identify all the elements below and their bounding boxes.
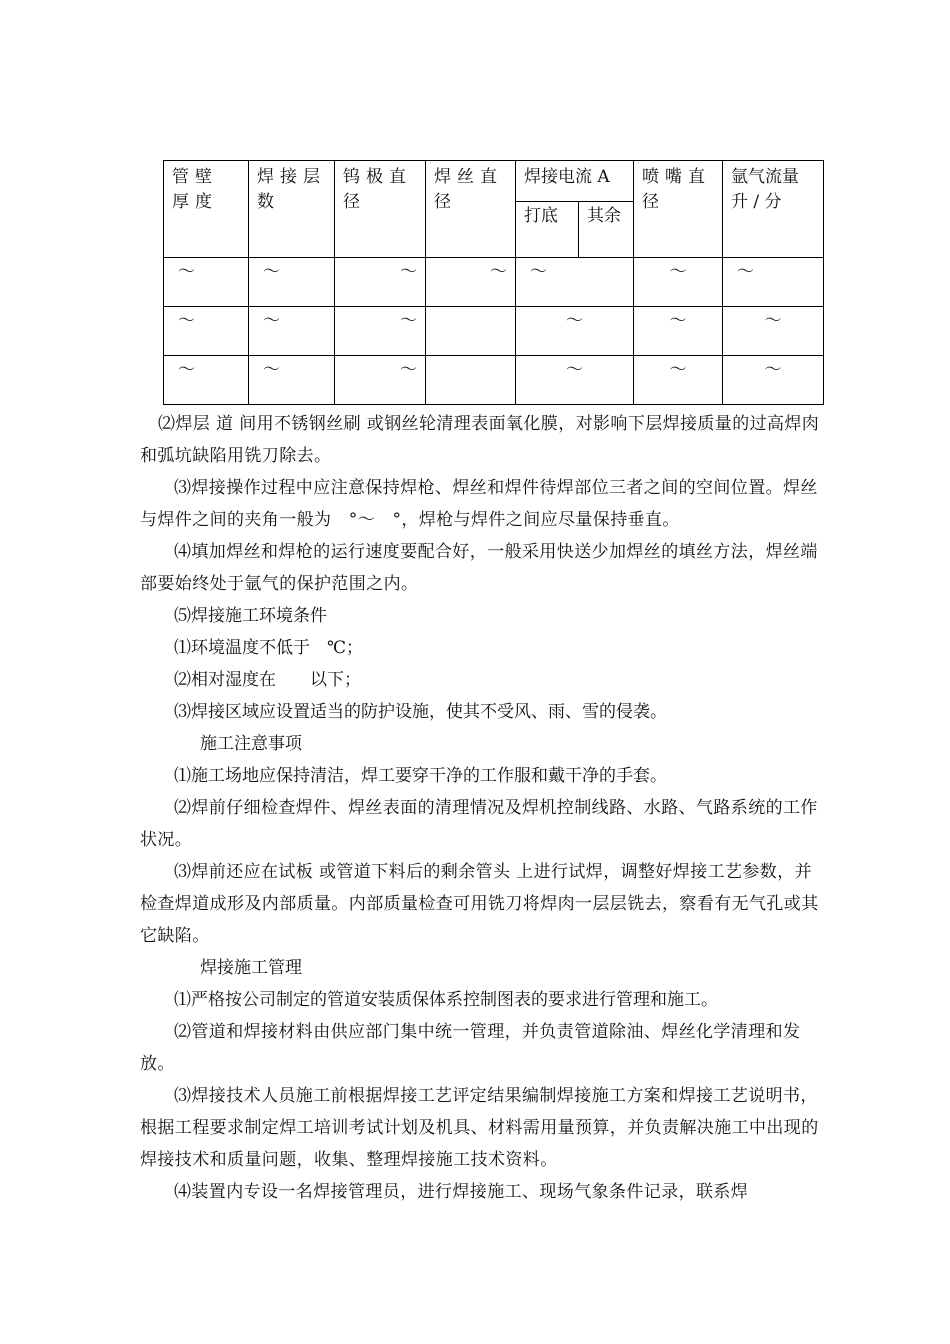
table-cell: ～: [249, 356, 335, 405]
header-current-rest: 其余: [579, 202, 634, 258]
paragraph: ⑴环境温度不低于 ℃；: [174, 638, 364, 658]
table-cell: ～: [335, 258, 426, 307]
paragraph: ⑵相对湿度在 以下；: [174, 670, 361, 690]
table-row: [164, 307, 824, 356]
table-cell: [426, 356, 516, 405]
section-heading: 施工注意事项: [200, 734, 302, 754]
table-cell: ～: [723, 307, 824, 356]
paragraph: ⑶焊接技术人员施工前根据焊接工艺评定结果编制焊接施工方案和焊接工艺说明书，根据工程要求制定焊工培训考试计划及机具、材料需用量预算，并负责解决施工中出现的焊接技术和质量问题，收集、整理焊接施工技术资料。: [140, 1086, 819, 1170]
paragraph: ⑷装置内专设一名焊接管理员，进行焊接施工、现场气象条件记录，联系焊: [174, 1182, 749, 1202]
table-cell: ～: [335, 356, 426, 405]
body-text: [140, 408, 820, 1208]
table-cell: ～: [516, 307, 634, 356]
paragraph: ⑵焊层 道 间用不锈钢丝刷 或钢丝轮清理表面氧化膜，对影响下层焊接质量的过高焊肉和弧坑缺陷用铣刀除去。: [140, 414, 820, 466]
table-cell: ～: [516, 356, 634, 405]
paragraph: ⑴施工场地应保持清洁，焊工要穿干净的工作服和戴干净的手套。: [174, 766, 667, 786]
paragraph: ⑵管道和焊接材料由供应部门集中统一管理，并负责管道除油、焊丝化学清理和发放。: [140, 1022, 801, 1074]
table-cell: ～: [634, 356, 723, 405]
table-cell: ～: [516, 258, 634, 307]
table-cell: ～: [634, 258, 723, 307]
paragraph: ⑶焊接操作过程中应注意保持焊枪、焊丝和焊件待焊部位三者之间的空间位置。焊丝与焊件之间的夹角一般为 °～ °，焊枪与焊件之间应尽量保持垂直。: [140, 478, 818, 530]
paragraph: ⑶焊接区域应设置适当的防护设施，使其不受风、雨、雪的侵袭。: [174, 702, 667, 722]
header-argon-flow: 氩气流量升 / 分: [723, 161, 824, 258]
table-cell: ～: [249, 307, 335, 356]
table-cell: ～: [634, 307, 723, 356]
section-heading: 焊接施工管理: [200, 958, 302, 978]
table-cell: [426, 307, 516, 356]
header-wall-thickness: 管壁厚度: [164, 161, 249, 258]
table-cell: ～: [335, 307, 426, 356]
table-cell: ～: [723, 356, 824, 405]
header-welding-current: 焊接电流 A: [516, 161, 634, 202]
welding-parameter-table: [163, 160, 824, 405]
table-cell: ～: [164, 356, 249, 405]
table-cell: ～: [249, 258, 335, 307]
paragraph: ⑴严格按公司制定的管道安装质保体系控制图表的要求进行管理和施工。: [174, 990, 718, 1010]
table-cell: ～: [164, 258, 249, 307]
table-cell: ～: [164, 307, 249, 356]
header-current-root: 打底: [516, 202, 579, 258]
header-wire-diameter: 焊丝直径: [426, 161, 516, 258]
header-tungsten-diameter: 钨极直径: [335, 161, 426, 258]
table-row: [164, 258, 824, 307]
paragraph: ⑵焊前仔细检查焊件、焊丝表面的清理情况及焊机控制线路、水路、气路系统的工作状况。: [140, 798, 818, 850]
header-weld-layers: 焊接层数: [249, 161, 335, 258]
table-cell: ～: [426, 258, 516, 307]
header-nozzle-diameter: 喷嘴直径: [634, 161, 723, 258]
paragraph: ⑸焊接施工环境条件: [174, 606, 327, 626]
table-row: [164, 356, 824, 405]
paragraph: ⑶焊前还应在试板 或管道下料后的剩余管头 上进行试焊，调整好焊接工艺参数，并检查焊道成形及内部质量。内部质量检查可用铣刀将焊肉一层层铣去，察看有无气孔或其它缺陷。: [140, 862, 819, 946]
table-cell: ～: [723, 258, 824, 307]
paragraph: ⑷填加焊丝和焊枪的运行速度要配合好，一般采用快送少加焊丝的填丝方法，焊丝端部要始终处于氩气的保护范围之内。: [140, 542, 818, 594]
